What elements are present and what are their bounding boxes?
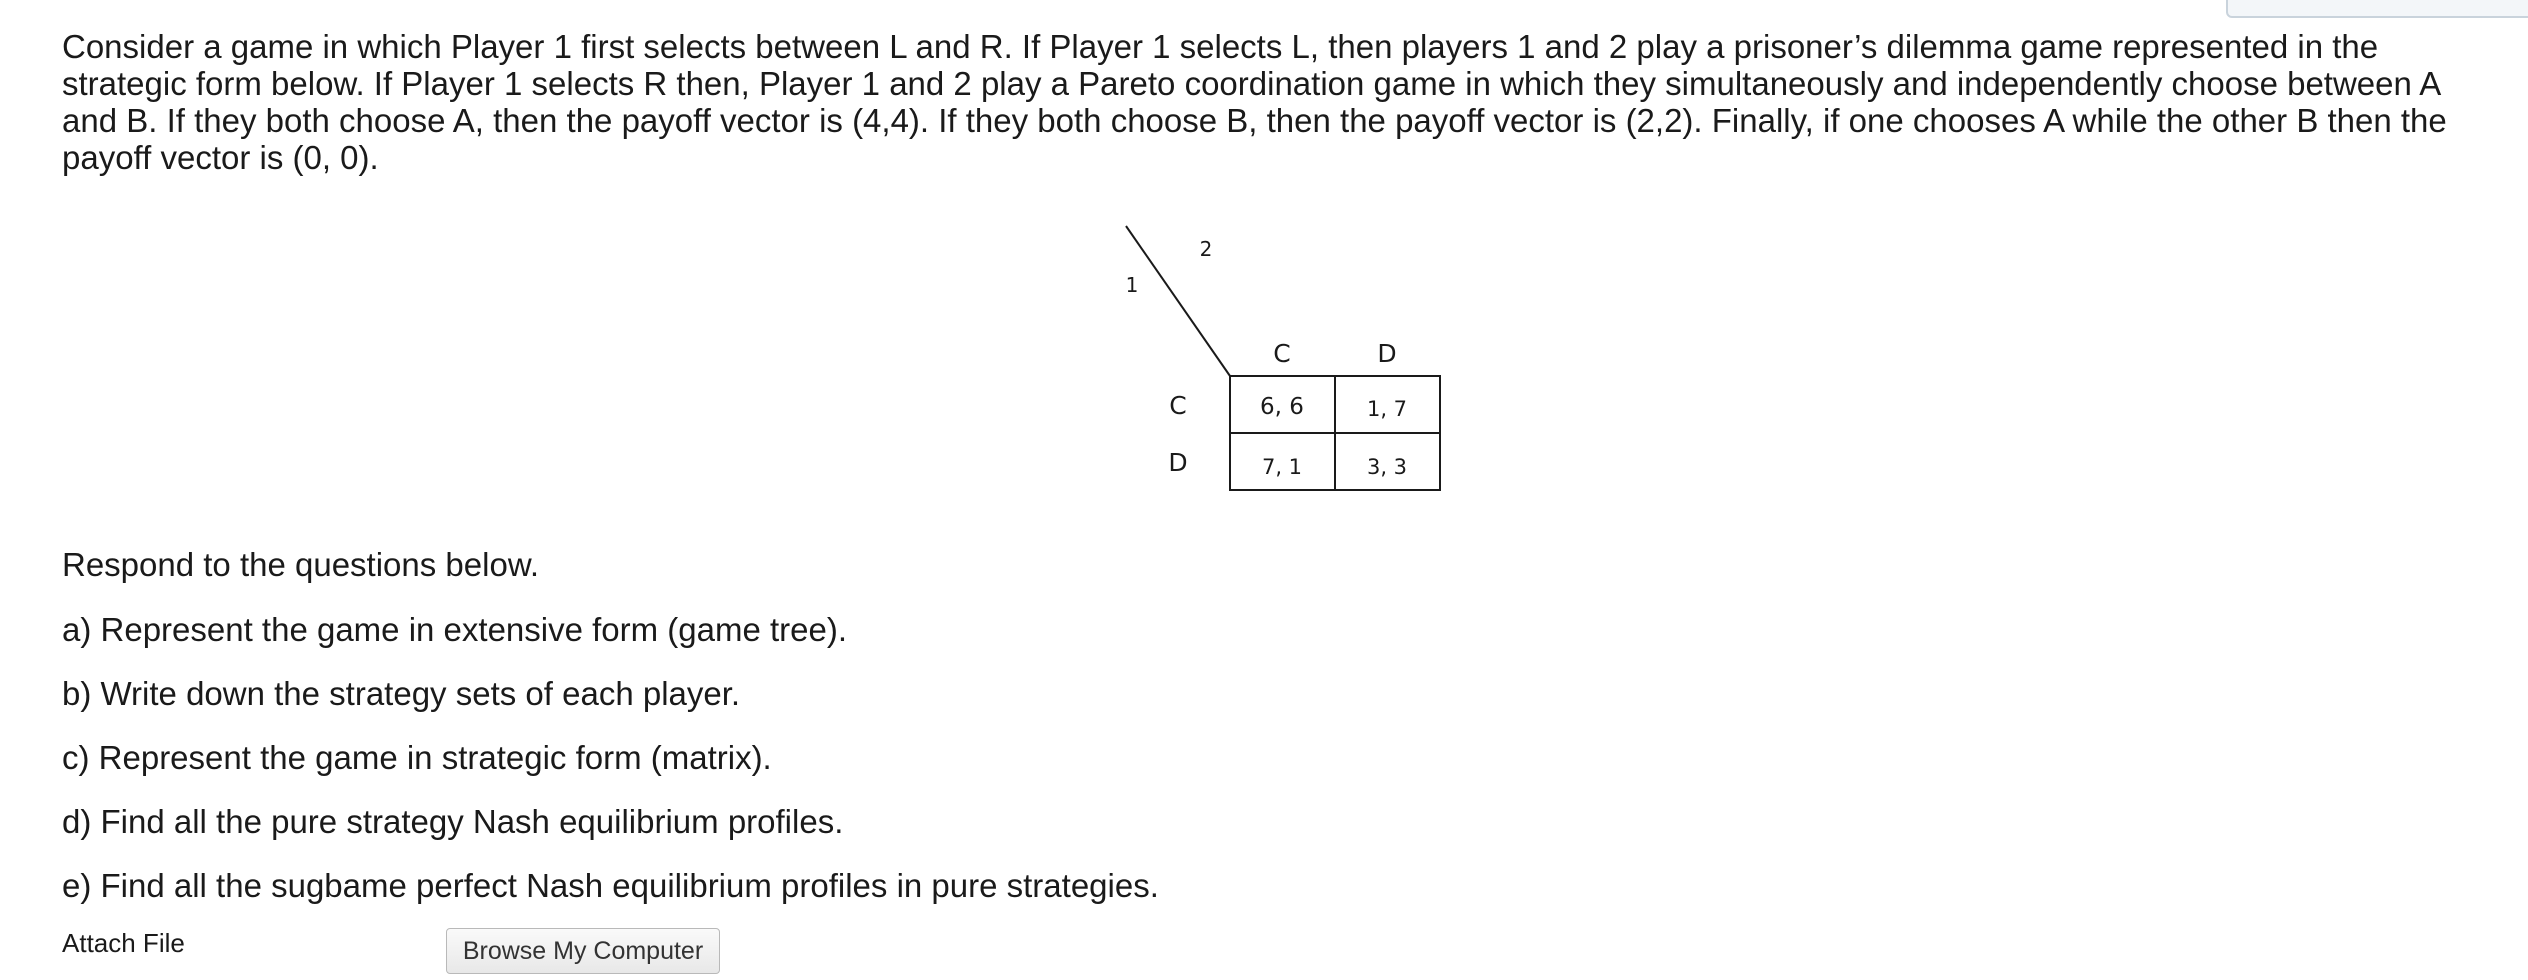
question-a: a) Represent the game in extensive form (game tree). bbox=[62, 611, 848, 648]
cell-dd: 3, 3 bbox=[1366, 455, 1408, 479]
matrix-diagonal bbox=[1126, 226, 1230, 376]
col-player-label: 2 bbox=[1199, 237, 1213, 261]
payoff-matrix bbox=[1110, 220, 1450, 500]
respond-heading: Respond to the questions below. bbox=[62, 546, 540, 583]
row-label-c: C bbox=[1169, 391, 1187, 420]
attach-file-label: Attach File bbox=[62, 928, 185, 958]
problem-intro: Consider a game in which Player 1 first selects between L and R. If Player 1 selects L, then players 1 and 2 play a prisoner’s dilemma game represented in the strategic form below. If Player 1 selects R then, Player 1 and 2 play a Pareto coordination game in which they simultaneously and independently choose between A and B. If they both choose A, then the payoff vector is (4,4). If they both choose B, then the payoff vector is (2,2). Finally, if one chooses A while the other B then the payoff vector is (0, 0). bbox=[62, 28, 2447, 176]
cell-cd: 1, 7 bbox=[1366, 397, 1408, 421]
row-label-d: D bbox=[1168, 448, 1188, 477]
top-right-panel-edge bbox=[2226, 0, 2528, 18]
col-label-c: C bbox=[1273, 339, 1291, 368]
row-player-label: 1 bbox=[1125, 273, 1139, 297]
question-c: c) Represent the game in strategic form (matrix). bbox=[62, 739, 772, 776]
question-b: b) Write down the strategy sets of each player. bbox=[62, 675, 741, 712]
question-d: d) Find all the pure strategy Nash equilibrium profiles. bbox=[62, 803, 844, 840]
browse-computer-button[interactable]: Browse My Computer bbox=[446, 928, 720, 974]
col-label-d: D bbox=[1377, 339, 1397, 368]
question-list bbox=[62, 610, 1159, 930]
question-e: e) Find all the sugbame perfect Nash equilibrium profiles in pure strategies. bbox=[62, 867, 1159, 904]
cell-dc: 7, 1 bbox=[1261, 455, 1303, 479]
cell-cc: 6, 6 bbox=[1260, 394, 1304, 420]
